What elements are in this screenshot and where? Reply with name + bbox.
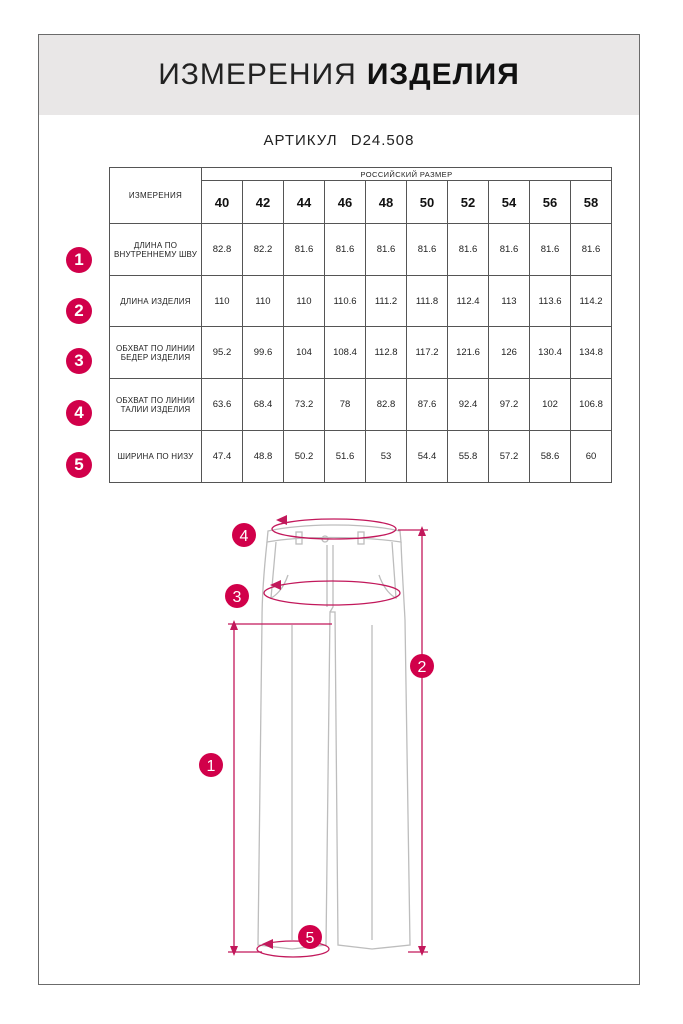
row-number-badge: 4 [66, 400, 92, 426]
measurement-value: 78 [325, 379, 366, 431]
size-header-cell: 52 [448, 181, 489, 224]
size-header-cell: 50 [407, 181, 448, 224]
size-header-cell: 54 [489, 181, 530, 224]
row-number-badge: 5 [66, 452, 92, 478]
measurement-value: 82.2 [243, 224, 284, 276]
measurement-value: 113.6 [530, 276, 571, 327]
diagram-marker-label: 2 [417, 659, 427, 676]
measurement-label: ДЛИНА ПО ВНУТРЕННЕМУ ШВУ [110, 224, 202, 276]
measurement-value: 73.2 [284, 379, 325, 431]
size-header-cell: 44 [284, 181, 325, 224]
measurement-value: 50.2 [284, 431, 325, 483]
page-title-bold: ИЗДЕЛИЯ [366, 58, 520, 91]
measurement-value: 112.4 [448, 276, 489, 327]
row-number-badge: 1 [66, 247, 92, 273]
measurement-value: 92.4 [448, 379, 489, 431]
measurement-value: 68.4 [243, 379, 284, 431]
measurement-value: 102 [530, 379, 571, 431]
size-header-cell: 42 [243, 181, 284, 224]
measurement-value: 81.6 [366, 224, 407, 276]
measurement-value: 60 [571, 431, 612, 483]
measurement-value: 81.6 [284, 224, 325, 276]
measurement-value: 82.8 [202, 224, 243, 276]
measurement-value: 106.8 [571, 379, 612, 431]
measurements-header: ИЗМЕРЕНИЯ [110, 168, 202, 224]
size-header-cell: 48 [366, 181, 407, 224]
measurement-value: 104 [284, 327, 325, 379]
measurement-value: 81.6 [448, 224, 489, 276]
measurement-value: 111.8 [407, 276, 448, 327]
measurement-value: 113 [489, 276, 530, 327]
diagram-marker-label: 4 [239, 528, 249, 545]
measurement-value: 110 [243, 276, 284, 327]
diagram-marker-label: 5 [305, 930, 315, 947]
row-number-badge: 2 [66, 298, 92, 324]
measurement-value: 121.6 [448, 327, 489, 379]
measurement-label: ОБХВАТ ПО ЛИНИИ ТАЛИИ ИЗДЕЛИЯ [110, 379, 202, 431]
measurement-value: 134.8 [571, 327, 612, 379]
measurement-value: 81.6 [325, 224, 366, 276]
measurement-label: ОБХВАТ ПО ЛИНИИ БЕДЕР ИЗДЕЛИЯ [110, 327, 202, 379]
measurement-value: 63.6 [202, 379, 243, 431]
size-header-cell: 56 [530, 181, 571, 224]
measurement-value: 54.4 [407, 431, 448, 483]
measurement-value: 130.4 [530, 327, 571, 379]
measurement-value: 81.6 [407, 224, 448, 276]
row-number-badge: 3 [66, 348, 92, 374]
measurement-label: ДЛИНА ИЗДЕЛИЯ [110, 276, 202, 327]
measurement-value: 110.6 [325, 276, 366, 327]
measurement-value: 126 [489, 327, 530, 379]
measurement-value: 53 [366, 431, 407, 483]
size-header-cell: 58 [571, 181, 612, 224]
measurement-value: 111.2 [366, 276, 407, 327]
measurement-value: 81.6 [489, 224, 530, 276]
measurement-value: 81.6 [571, 224, 612, 276]
measurement-value: 99.6 [243, 327, 284, 379]
measurement-value: 110 [284, 276, 325, 327]
hip-ellipse [264, 581, 400, 605]
measurement-value: 58.6 [530, 431, 571, 483]
size-header-cell: 46 [325, 181, 366, 224]
measurement-value: 82.8 [366, 379, 407, 431]
measurement-value: 95.2 [202, 327, 243, 379]
measurement-value: 51.6 [325, 431, 366, 483]
size-header-cell: 40 [202, 181, 243, 224]
measurement-value: 110 [202, 276, 243, 327]
page-title-regular: ИЗМЕРЕНИЯ [158, 58, 357, 91]
measurement-value: 97.2 [489, 379, 530, 431]
measurement-value: 112.8 [366, 327, 407, 379]
measurement-value: 55.8 [448, 431, 489, 483]
size-system-label: РОССИЙСКИЙ РАЗМЕР [202, 168, 612, 181]
measurement-value: 108.4 [325, 327, 366, 379]
measurement-value: 81.6 [530, 224, 571, 276]
measurement-value: 114.2 [571, 276, 612, 327]
measurement-value: 87.6 [407, 379, 448, 431]
measurement-value: 57.2 [489, 431, 530, 483]
measurement-value: 48.8 [243, 431, 284, 483]
measurement-label: ШИРИНА ПО НИЗУ [110, 431, 202, 483]
article-label: АРТИКУЛ [263, 132, 338, 149]
waist-ellipse [272, 519, 396, 539]
diagram-marker-label: 3 [232, 589, 242, 606]
article-code: D24.508 [350, 132, 415, 149]
measurement-value: 47.4 [202, 431, 243, 483]
measurement-value: 117.2 [407, 327, 448, 379]
diagram-marker-label: 1 [206, 758, 216, 775]
